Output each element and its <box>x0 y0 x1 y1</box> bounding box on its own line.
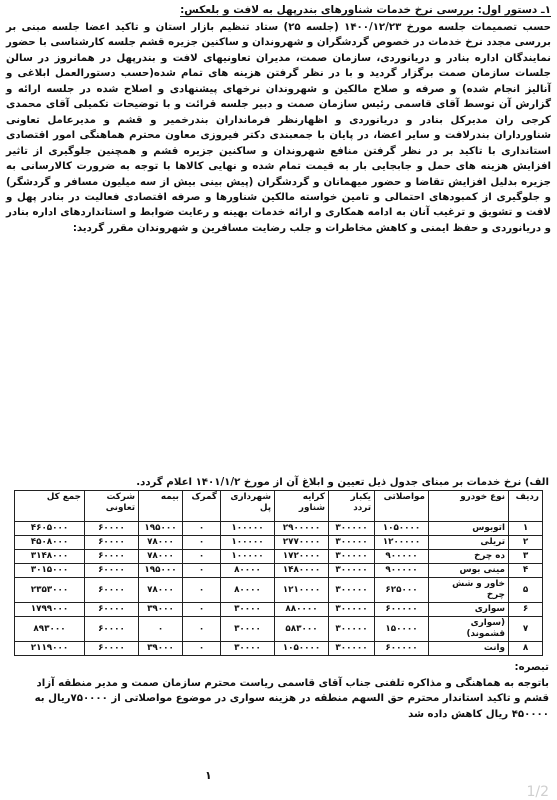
table-cell: ۱۷۲۰۰۰۰ <box>275 550 329 564</box>
table-cell: ۳۰۰۰۰ <box>221 642 275 656</box>
column-header: بیمه <box>139 491 183 522</box>
table-cell: ۱۹۵۰۰۰ <box>139 522 183 536</box>
table-cell: ۳۹۰۰۰ <box>139 603 183 617</box>
table-cell: ۳ <box>509 550 543 564</box>
table-cell: ۰ <box>183 522 221 536</box>
table-body <box>15 522 543 656</box>
table-cell: ۳۰۰۰۰۰ <box>329 603 375 617</box>
table-row <box>15 642 543 656</box>
table-cell: ۱۰۰۰۰۰ <box>221 536 275 550</box>
table-cell: خاور و شش چرخ <box>429 578 509 603</box>
table-cell: ۰ <box>139 617 183 642</box>
column-header: شرکت تعاونی <box>85 491 139 522</box>
column-header: یکبار تردد <box>329 491 375 522</box>
table-cell: ۸ <box>509 642 543 656</box>
table-cell: ۰ <box>183 617 221 642</box>
table-cell: ۳۹۰۰۰ <box>139 642 183 656</box>
table-cell: ۲۷۷۰۰۰۰ <box>275 536 329 550</box>
table-cell: ۱۰۵۰۰۰۰ <box>375 522 429 536</box>
table-cell: ۳۰۰۰۰۰ <box>329 536 375 550</box>
column-header: نوع خودرو <box>429 491 509 522</box>
table-cell: ۳۰۰۰۰۰ <box>329 617 375 642</box>
table-title: الف) نرخ خدمات بر مبنای جدول ذیل تعیین و ابلاغ آن از مورخ ۱۴۰۱/۱/۲ اعلام گردد. <box>136 477 549 488</box>
table-cell: ۶۰۰۰۰ <box>85 617 139 642</box>
table-cell: ۳۰۰۰۰۰ <box>329 550 375 564</box>
note-block <box>8 660 549 722</box>
table-cell: ۵۸۳۰۰۰ <box>275 617 329 642</box>
table-cell: ۷۸۰۰۰ <box>139 550 183 564</box>
table-cell: ۷ <box>509 617 543 642</box>
table-cell: ۱۰۵۰۰۰۰ <box>275 642 329 656</box>
table-cell: ۶۰۰۰۰ <box>85 550 139 564</box>
column-header: مواصلاتی <box>375 491 429 522</box>
table-row <box>15 617 543 642</box>
table-cell: ۶۰۰۰۰۰ <box>375 642 429 656</box>
table-cell: ۴۵۰۸۰۰۰ <box>15 536 85 550</box>
table-cell: ۱۰۰۰۰۰ <box>221 550 275 564</box>
table-cell: ۶۰۰۰۰ <box>85 603 139 617</box>
table-cell: ۶۰۰۰۰ <box>85 642 139 656</box>
table-cell: ۱۵۰۰۰۰ <box>375 617 429 642</box>
table-cell: ۰ <box>183 536 221 550</box>
table-cell: ۲ <box>509 536 543 550</box>
table-cell: ۶۰۰۰۰ <box>85 564 139 578</box>
table-cell: ۱ <box>509 522 543 536</box>
table-row <box>15 603 543 617</box>
table-cell: ۶۰۰۰۰ <box>85 536 139 550</box>
table-cell: ۸۸۰۰۰۰ <box>275 603 329 617</box>
table-cell: ۴ <box>509 564 543 578</box>
table-row <box>15 536 543 550</box>
table-cell: ۳۰۰۰۰۰ <box>329 522 375 536</box>
table-cell: ۱۰۰۰۰۰ <box>221 522 275 536</box>
column-header: جمع کل <box>15 491 85 522</box>
table-cell: ۳۰۰۰۰۰ <box>329 564 375 578</box>
table-cell: ۶ <box>509 603 543 617</box>
column-header: کرایه شناور <box>275 491 329 522</box>
column-header: ردیف <box>509 491 543 522</box>
table-cell: ۸۰۰۰۰ <box>221 564 275 578</box>
page-indicator: 1/2 <box>526 784 549 800</box>
table-cell: ۶۰۰۰۰ <box>85 578 139 603</box>
table-cell: ۵ <box>509 578 543 603</box>
table-cell: ۰ <box>183 642 221 656</box>
service-rates-table <box>14 490 543 656</box>
table-cell: ۱۲۰۰۰۰۰ <box>375 536 429 550</box>
table-cell: اتوبوس <box>429 522 509 536</box>
table-cell: وانت <box>429 642 509 656</box>
table-cell: ۸۹۳۰۰۰ <box>15 617 85 642</box>
table-cell: ۳۰۰۰۰۰ <box>329 578 375 603</box>
table-cell: ۷۸۰۰۰ <box>139 536 183 550</box>
table-cell: ۹۰۰۰۰۰ <box>375 550 429 564</box>
table-cell: ۳۰۰۰۰۰ <box>329 642 375 656</box>
table-cell: ۹۰۰۰۰۰ <box>375 564 429 578</box>
table-row <box>15 522 543 536</box>
table-cell: ۳۰۱۵۰۰۰ <box>15 564 85 578</box>
table-cell: ۰ <box>183 578 221 603</box>
table-cell: ۱۴۸۰۰۰۰ <box>275 564 329 578</box>
column-header: شهرداری پل <box>221 491 275 522</box>
table-cell: ۳۰۰۰۰ <box>221 617 275 642</box>
table-cell: ۰ <box>183 603 221 617</box>
table-cell: ۱۲۱۰۰۰۰ <box>275 578 329 603</box>
table-cell: تریلی <box>429 536 509 550</box>
table-cell: ۸۰۰۰۰ <box>221 578 275 603</box>
table-cell: ۱۹۵۰۰۰ <box>139 564 183 578</box>
table-cell: ۱۷۹۹۰۰۰ <box>15 603 85 617</box>
table-cell: ۶۰۰۰۰۰ <box>375 603 429 617</box>
table-row <box>15 578 543 603</box>
table-cell: (سواری قشموند) <box>429 617 509 642</box>
note-text: باتوجه به هماهنگی و مذاکره تلفنی جناب آقای قاسمی ریاست محترم سازمان صمت و مدیر منطقه آزاد قشم و تاکید استاندار محترم حق السهم منطقه در هزینه سواری در موضوع مواصلاتی از ۷۵۰۰۰۰ریال به ۴۵۰۰۰۰ ریال کاهش داده شد <box>34 677 549 720</box>
table-cell: ۶۲۵۰۰۰ <box>375 578 429 603</box>
table-cell: مینی بوس <box>429 564 509 578</box>
table-cell: ۴۶۰۵۰۰۰ <box>15 522 85 536</box>
table-header-row <box>15 491 543 522</box>
page-number: ۱ <box>205 769 212 782</box>
section-heading-text: ۱ـ دستور اول: بررسی نرخ خدمات شناورهای بندرپهل به لافت و بلعکس: <box>180 4 551 16</box>
section-heading <box>150 2 551 18</box>
table-cell: ۷۸۰۰۰ <box>139 578 183 603</box>
table-cell: ۶۰۰۰۰ <box>85 522 139 536</box>
table-cell: ۰ <box>183 564 221 578</box>
decision-paragraph: حسب تصمیمات جلسه مورخ ۱۴۰۰/۱۲/۲۳ (جلسه ۲۵) ستاد تنظیم بازار استان و تاکید اعضا جلسه مبنی بر بررسی مجدد نرخ خدمات در خصوص گردشگران و شهروندان و ساکنین جزیره قشم جلسه کارشناسی با حضور نمایندگان اداره بنادر و دریانوردی، سازمان صمت، مدیران تعاونیهای لافت و بندرپهل در همانروز در سالن جلسات سازمان صمت برگزار گردید و با در نظر گرفتن هزینه های تمام شده(حسب دستورالعمل ابلاغی و آنالیز انجام شده) و صرفه و صلاح مالکین و شهروندان نرخهای پیشنهادی و اصلاح شده در جلسه ارائه و گزارش آن توسط آقای قاسمی رئیس سازمان صمت و دبیر جلسه قرائت و با توضیحات تکمیلی آقای محمدی کرجی ران مدیرکل بنادر و دریانوردی و اظهارنظر فرمانداران بندرخمیر و قشم و مدیرعامل تعاونی شناورداران بندرلافت و سایر اعضا، در پایان با جمعبندی دکتر فیروزی معاون محترم هماهنگی امور اقتصادی استانداری با تاکید بر در نظر گرفتن منافع شهروندان و ساکنین جزیره قشم و همچنین جلوگیری از تاثیر افزایش هزینه های حمل و جابجایی بار به قیمت تمام شده و نهایی کالاها با توجه به ضرورت کالارسانی به جزیره بدلیل افزایش تقاضا و حضور میهمانان و گردشگران (پیش بینی بیش از سه میلیون مسافر و گردشگر) و جلوگیری از کمبودهای احتمالی و تامین خواسته مالکین شناورها و صرفه اقتصادی فعالیت در بنادر پهل و لافت و تشویق و ترغیب آنان به ادامه همکاری و ارائه خدمات بهینه و رعایت ضوابط و استانداردهای اداره بنادر و دریانوردی و حفظ ایمنی و کاهش مخاطرات و جلب رضایت مسافرین و شهروندان مقرر گردید: <box>6 22 551 234</box>
table-cell: ۲۳۵۳۰۰۰ <box>15 578 85 603</box>
table-row <box>15 564 543 578</box>
note-title: تبصره: <box>514 662 549 673</box>
table-cell: ۰ <box>183 550 221 564</box>
table-cell: ۲۱۱۹۰۰۰ <box>15 642 85 656</box>
table-cell: ۲۹۰۰۰۰۰ <box>275 522 329 536</box>
table-cell: ده چرخ <box>429 550 509 564</box>
table-row <box>15 550 543 564</box>
table-cell: ۳۰۰۰۰ <box>221 603 275 617</box>
column-header: گمرک <box>183 491 221 522</box>
table-cell: ۳۱۴۸۰۰۰ <box>15 550 85 564</box>
table-cell: سواری <box>429 603 509 617</box>
